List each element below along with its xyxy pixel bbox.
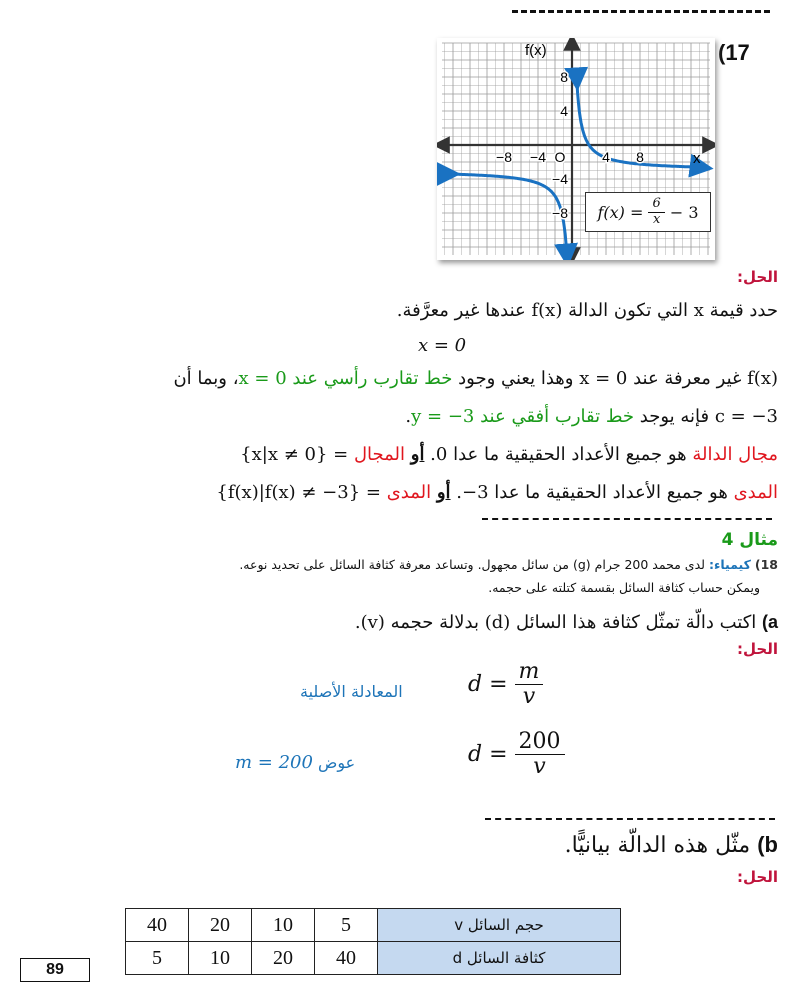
equation-1 <box>468 660 543 709</box>
x-tick-label: 8 <box>636 149 644 165</box>
line5-or: أو <box>410 444 425 465</box>
eq2-denominator: v <box>533 754 546 780</box>
formula-numerator: 6 <box>648 197 664 212</box>
range-label: المدى <box>733 482 778 503</box>
table-row <box>126 909 621 942</box>
line5-text-a: هو جميع الأعداد الحقيقية ما عدا 0. <box>424 444 693 465</box>
formula-denominator: x <box>652 211 661 227</box>
line4-text-a: c = −3 فإنه يوجد <box>634 406 778 427</box>
top-divider <box>512 10 770 13</box>
x-axis-label: x <box>693 150 701 167</box>
solution-label: الحل: <box>737 268 778 286</box>
table-cell: 5 <box>315 909 378 942</box>
solution-line-2: x = 0 <box>418 335 467 356</box>
eq2-numerator: 200 <box>515 730 565 755</box>
example-title: مثال 4 <box>721 530 778 550</box>
domain-label-2: المجال <box>353 444 411 465</box>
eq2-fraction <box>515 730 565 779</box>
solution-line-3 <box>173 368 778 389</box>
solution-line-6 <box>216 482 778 503</box>
part-b-question <box>565 832 778 858</box>
equation-2 <box>468 730 565 779</box>
eq2-note-text: عوض <box>312 753 356 772</box>
eq2-note-math: m = 200 <box>235 752 313 773</box>
domain-label: مجال الدالة <box>692 444 778 465</box>
formula-fraction <box>648 197 664 227</box>
solution-line-4 <box>405 406 778 427</box>
line6-text-b: = {f(x)|f(x) ≠ −3} <box>216 482 387 503</box>
table-row-header: حجم السائل v <box>378 909 621 942</box>
x-tick-label: O <box>554 149 566 165</box>
question-18-line-1 <box>239 557 778 572</box>
part-a-question <box>355 612 778 633</box>
question-text-1: لدى محمد 200 جرام (g) من سائل مجهول. وتساعد معرفة كثافة السائل على تحديد نوعه. <box>239 557 709 572</box>
vertical-asymptote-text: خط تقارب رأسي عند 0 = x <box>238 368 453 389</box>
table-cell: 10 <box>189 942 252 975</box>
eq1-fraction <box>515 660 544 709</box>
part-b-text: مثّل هذه الدالّة بيانيًّا. <box>564 833 758 858</box>
line5-text-b: = {x|x ≠ 0} <box>240 444 354 465</box>
equation-1-note: المعادلة الأصلية <box>300 682 403 701</box>
table-cell: 10 <box>252 909 315 942</box>
y-tick-label: −4 <box>552 171 568 187</box>
table-row-header: كثافة السائل d <box>378 942 621 975</box>
part-a-text: اكتب دالّة تمثّل كثافة هذا السائل (d) بدلالة حجمه (v). <box>354 612 762 633</box>
formula-box <box>585 192 711 232</box>
table-cell: 40 <box>315 942 378 975</box>
table-cell: 20 <box>189 909 252 942</box>
eq1-lhs: d = <box>468 672 508 698</box>
x-tick-label: −4 <box>530 149 546 165</box>
values-table <box>125 908 621 975</box>
line3-text-b: ، وبما أن <box>173 368 239 389</box>
y-axis-label: f(x) <box>525 42 547 59</box>
table-cell: 20 <box>252 942 315 975</box>
question-topic: كيمياء: <box>708 557 751 572</box>
formula-rhs: − 3 <box>669 202 699 222</box>
table-row <box>126 942 621 975</box>
eq1-numerator: m <box>515 660 544 685</box>
part-b-label: b) <box>757 832 778 857</box>
eq1-denominator: v <box>522 684 536 710</box>
section-divider-1 <box>482 518 772 520</box>
y-tick-label: 8 <box>560 69 568 85</box>
x-tick-label: 4 <box>602 149 610 165</box>
solution-line-1: حدد قيمة x التي تكون الدالة f(x) عندها غير معرَّفة. <box>396 300 778 321</box>
question-number: 18) <box>754 557 778 572</box>
x-tick-label: −8 <box>496 149 512 165</box>
line6-or: أو <box>436 482 451 503</box>
part-a-solution-label: الحل: <box>737 640 778 658</box>
section-divider-2 <box>485 818 775 820</box>
question-18-line-2: ويمكن حساب كثافة السائل بقسمة كتلته على حجمه. <box>488 580 760 595</box>
equation-2-note <box>235 752 355 773</box>
curve-left-branch <box>449 174 567 256</box>
formula-lhs: f(x) = <box>597 202 644 222</box>
table-cell: 40 <box>126 909 189 942</box>
problem-number: (17 <box>718 40 750 65</box>
line3-text-a: f(x) غير معرفة عند 0 = x وهذا يعني وجود <box>452 368 778 389</box>
part-b-solution-label: الحل: <box>737 868 778 886</box>
range-label-2: المدى <box>386 482 437 503</box>
y-tick-label: 4 <box>560 103 568 119</box>
eq2-lhs: d = <box>468 742 508 768</box>
line6-text-a: هو جميع الأعداد الحقيقية ما عدا 3−. <box>450 482 734 503</box>
line4-text-b: . <box>405 406 412 427</box>
solution-line-5 <box>240 444 778 465</box>
page-number: 89 <box>20 958 90 982</box>
function-graph <box>437 38 715 260</box>
horizontal-asymptote-text: خط تقارب أفقي عند 3− = y <box>411 406 635 427</box>
y-tick-label: −8 <box>552 205 568 221</box>
part-a-label: a) <box>761 612 778 632</box>
table-cell: 5 <box>126 942 189 975</box>
